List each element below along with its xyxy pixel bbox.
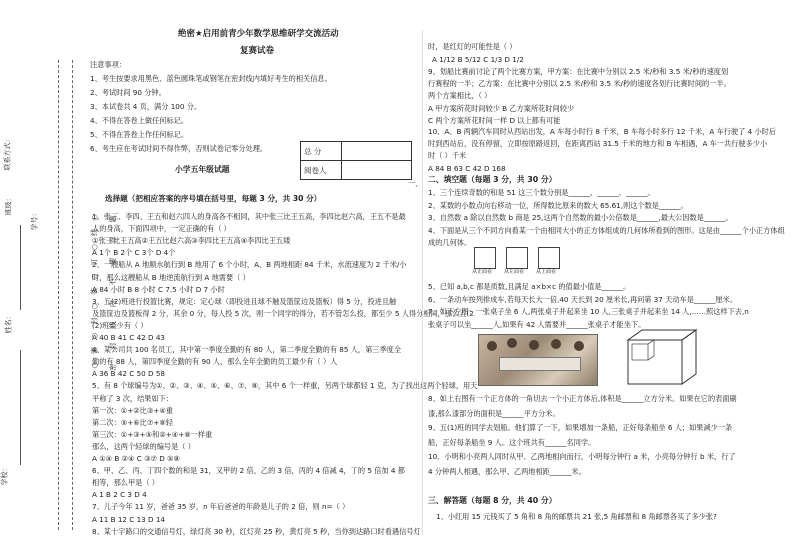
q8-options: A 1/12 B 5/12 C 1/3 D 1/2	[432, 55, 524, 64]
q10-line-1: 10、A、B 两辆汽车同时从西站出发，A 车每小时行 8 千米，B 车每小时多行 12 千米，A 车行驶了 4 小时后	[428, 127, 777, 136]
table-seating-photo	[478, 334, 598, 386]
q9-line-1: 9、划船比赛前讨论了两个比赛方案，甲方案：在比赛中分别以 2.5 米/秒和 3.5 米/秒的速度划	[428, 67, 729, 76]
fill-line-5: 成的几何体。	[428, 238, 472, 247]
section1-line-7: A 84 小时 B 8 小时 C 7.5 小时 D 7 小时	[92, 284, 225, 294]
section3-heading: 三、解答题（每题 8 分，共 40 分）	[428, 496, 557, 505]
section1-line-10: (2)班至少有（ ）	[92, 320, 148, 330]
note-1: 1、考生按要求用黑色、蓝色圆珠笔或钢笔在密封线内填好考生的相关信息。	[90, 74, 332, 83]
q10-line-4: A 84 B 63 C 42 D 168	[428, 163, 506, 173]
top-view-shape	[538, 247, 560, 269]
margin-school-label: 学校：	[0, 464, 9, 486]
section1-line-25: 7、儿子今年 11 岁，爸爸 35 岁，n 年后爸爸的年龄是儿子的 2 倍，则 n=（ ）	[92, 502, 350, 512]
fill3-line-1: 8、如上右图有一个正方体的一角切去一个小正方体后,体积是______立方分米。如果在它的表面刷	[428, 394, 737, 403]
page-subtitle: 复赛试卷	[240, 46, 275, 56]
section1-heading: 选择题（把相应答案的序号填在括号里，每题 3 分，共 30 分）	[105, 194, 322, 203]
note-6: 6、考生应在考试时间不得作弊，否则试卷记零分处理。	[90, 144, 268, 153]
margin-seal-words: 密 封 线 内 不 要 答 题	[108, 209, 117, 371]
fill-line-4: 4、下面是从三个不同方向看某一个由相同大小的正方体组成的几何体所看到的图形。这是由______个小正方体组	[428, 225, 785, 235]
section1-line-1: 1、张三、李四、王五和赵六四人的身高各不相同，其中张三比王五高，李四比赵六高，王五不是最	[92, 212, 406, 221]
notes-heading: 注意事项：	[90, 60, 126, 69]
fill-line-1: 1、三个连续奇数的和是 51 这三个数分别是______、______、______。	[428, 188, 655, 197]
section1-line-23: 相等，那么甲是（ ）	[92, 478, 159, 488]
margin-class-label: 班级：	[4, 194, 13, 216]
view-label-front: 从正面看	[472, 269, 493, 275]
left-view-shape	[506, 247, 528, 269]
section1-line-13: 勤的有 88 人，第四季度全勤的有 90 人，那么全年全勤的员工最少有（ ）人	[92, 357, 338, 367]
fill3-line-4: 船，正好每条船坐 9 人。这个班共有______名同学。	[428, 437, 596, 447]
view-label-top: 从上面看	[536, 269, 557, 275]
q9-line-2: 行赛程的一半；乙方案：在比赛中分别以 2.5 米/秒和 3.5 米/秒的速度各划行比赛时间的一半。	[428, 79, 731, 89]
fill2-line-3: 7、如下左图：一张桌子坐 6 人,两张桌子并起来坐 10 人,三张桌子并起来坐 14 人,……照这样下去,n	[428, 307, 749, 316]
margin-school-blank	[20, 350, 21, 465]
section-dash: 一、	[408, 179, 423, 188]
q9-line-3: 两个方案相比，（ ）	[428, 91, 492, 101]
section1-line-11: A 40 B 41 C 42 D 43	[92, 333, 165, 342]
score-reviewer-label: 阅卷人	[301, 161, 342, 180]
q9-line-4: A 甲方案所花时间较少 B 乙方案所花时间较少	[428, 103, 575, 113]
fill-line-2: 2、某数的小数点向右移动一位，所得数比原来的数大 65.61,则这个数是______。	[428, 200, 688, 210]
section1-line-21: A ①④ B ②④ C ③⑦ D ⑤⑧	[92, 454, 180, 463]
margin-seal-dots: ○ 密 ○ 封 ○ 装 ○ 订 ○ 线 ○	[90, 211, 99, 369]
score-total-label: 总 分	[301, 142, 342, 161]
fill2-line-2: 6、一条动车按列排成车,若每天长大一倍,40 天长到 20 厘米长,再问第 37 天动车是______厘米。	[428, 294, 738, 304]
section1-line-15: 5、有 8 个球编号为①、②、③、④、⑤、⑥、⑦、⑧，其中 6 个一样重，另两个球都轻 1 克，为了找出这两个轻球，用天	[92, 381, 478, 391]
fill-line-3: 3、自然数 a 除以自然数 b 商是 25,这两个自然数的最小公倍数是______,最大公因数是______。	[428, 213, 733, 222]
section1-line-6: 时，那么这艘船从 B 地逆流航行到 A 地需要（ ）	[92, 272, 250, 282]
solve-question-1: 1、小红用 15 元钱买了 5 角和 8 角的邮票共 21 张,5 角邮票和 8 角邮票各买了多少张?	[436, 512, 717, 521]
section1-line-19: 第三次：①+③+⑤和②+④+⑧一样重	[92, 429, 213, 439]
section1-line-24: A 1 B 2 C 3 D 4	[92, 490, 147, 500]
fill2-line-1: 5、已知 a,b,c 都是质数,且满足 a×b×c 的值最小值是______。	[428, 282, 631, 291]
section1-line-18: 第二次：⑤+⑥比⑦+⑧轻	[92, 417, 173, 427]
fill3-line-2: 漆,那么漆部分的面积是______平方分米。	[428, 408, 560, 418]
section1-line-3: ①张三比王五高②王五比赵六高③李四比王五高④李四比王五矮	[92, 236, 291, 246]
section1-line-17: 第一次：①+②比③+④重	[92, 405, 173, 415]
note-4: 4、不得在答卷上做任何标记。	[90, 116, 189, 125]
section1-line-27: 8、某十字路口的交通信号灯，绿灯亮 30 秒，红灯亮 25 秒，黄灯亮 5 秒，当你到达路口时看遇信号灯	[92, 526, 421, 536]
section1-line-12: 4、某公司共 100 名员工，其中第一季度全勤的有 80 人，第二季度全勤的有 85 人，第三季度全	[92, 345, 402, 355]
score-total-cell[interactable]	[342, 142, 412, 161]
q10-line-2: 时到西站后，没有停留，立即按原路返回，在距离西站 31.5 千米的地方和 B 车相遇，A 车一共行驶多少小	[428, 139, 768, 149]
score-reviewer-cell[interactable]	[342, 161, 412, 180]
note-5: 5、不得在答卷上作任何标记。	[90, 130, 189, 139]
fill3-line-5: 10、小明和小亮两人同时从甲、乙两地相向而行，小明每分钟行 a 米，小亮每分钟行 b 米，行了	[428, 452, 736, 462]
section1-line-14: A 36 B 42 C 50 D 58	[92, 369, 165, 379]
column-divider	[422, 30, 423, 535]
seal-line-outer	[58, 60, 59, 530]
section1-line-16: 平称了 3 次，结果如下：	[92, 393, 174, 403]
q10-line-3: 时（ ）千米	[428, 151, 467, 161]
fill3-line-3: 9、五(1)班的同学去划船。他们算了一下，如果增加一条船，正好每条船坐 6 人；如果减少一条	[428, 423, 733, 433]
note-3: 3、本试卷共 4 页，满分 100 分。	[90, 102, 202, 111]
section1-line-9: 及篮筐边及篮板得 2 分，其余 0 分，每人投 5 次，则一个同学的得分，若不管怎么投，都至少 5 人得分相同，那么五(2	[92, 308, 474, 318]
score-table	[300, 141, 412, 180]
view-label-left: 从左面看	[504, 269, 525, 275]
section1-line-4: A 1个 B 2个 C 3个 D 4个	[92, 248, 176, 258]
section1-line-5: 2、一艘船从 A 地顺水航行到 B 地用了 6 个小时，A、B 两地相距 84 千米，水流速度为 2 千米/小	[92, 260, 407, 270]
page-title: 绝密★启用前青少年数学思维研学交流活动	[178, 29, 339, 39]
note-2: 2、考试时间 90 分钟。	[90, 88, 166, 97]
section1-line-8: 3、五(2)班进行投篮比赛，规定：定心球（即投进且球不触及篮筐边及篮板）得 5 分，投进且触	[92, 296, 397, 306]
fill3-line-6: 4 分钟两人相遇，那么甲、乙两地相距______米。	[428, 467, 586, 476]
margin-number-label: 学号：	[30, 209, 39, 231]
grade-label: 小学五年级试题	[175, 165, 230, 174]
q8-tail-1: 时，是红灯的可能性是（ ）	[428, 42, 517, 51]
section2-heading: 二、填空题（每题 3 分，共 30 分）	[428, 175, 557, 184]
margin-name-label: 姓名：	[4, 312, 13, 334]
section1-line-26: A 11 B 12 C 13 D 14	[92, 514, 165, 524]
margin-name-blank	[20, 225, 21, 310]
fill2-line-4: 张桌子可以坐______人,如果有 42 人需要并______张桌子才能坐下。	[428, 319, 646, 329]
seal-line-inner	[72, 60, 73, 530]
section1-line-2: 人的身高，下面四项中，一定正确的有（ ）	[92, 224, 231, 234]
section1-line-20: 那么，这两个轻球的编号是（ ）	[92, 441, 195, 451]
cube-cut-figure	[622, 326, 700, 388]
section1-line-22: 6、甲、乙、丙、丁四个数的和是 31，又甲的 2 倍，乙的 3 倍，丙的 4 倍减 4，丁的 5 倍加 4 都	[92, 466, 405, 476]
front-view-shape	[474, 247, 496, 269]
q9-line-5: C 两个方案所花时间一样 D 以上都有可能	[428, 115, 561, 125]
margin-contact-label: 联系方式：	[3, 135, 12, 171]
